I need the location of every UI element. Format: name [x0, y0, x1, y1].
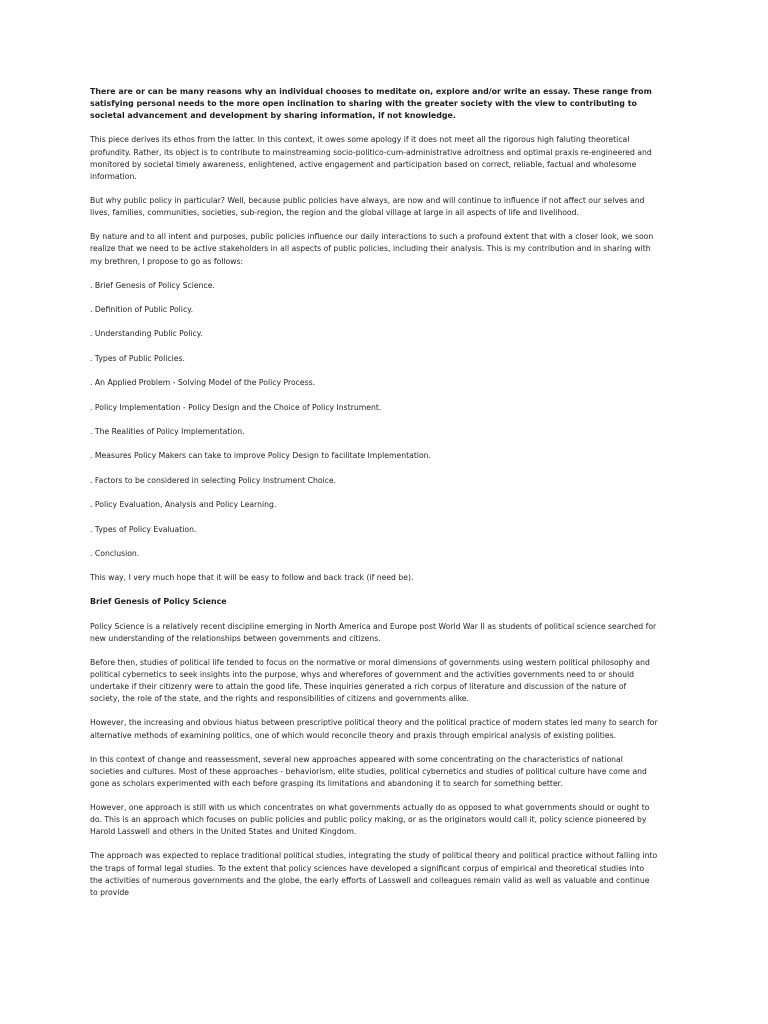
outline-item: . Conclusion. — [90, 548, 140, 558]
outline-item: . An Applied Problem - Solving Model of the Policy Process. — [90, 378, 316, 388]
outline-item: . Definition of Public Policy. — [90, 305, 194, 315]
outline-item: . Brief Genesis of Policy Science. — [90, 280, 215, 290]
outline-item: . Policy Implementation - Policy Design and the Choice of Policy Instrument. — [90, 402, 382, 412]
document-page — [90, 86, 658, 911]
intro-paragraph: By nature and to all intent and purposes, public policies influence our daily interactions to such a profound extent that with a closer look, we soon realize that we need to be active stakeholders in all aspects of public policies, including their analysis. This is my contribution and in sharing with my brethren, I propose to go as follows: — [90, 232, 654, 266]
outline-item: . Understanding Public Policy. — [90, 329, 203, 339]
intro-paragraph: But why public policy in particular? Well, because public policies have always, are now and will continue to influence if not affect our selves and lives, families, communities, societies, sub-region, the region and the global village at large in all aspects of life and livelihood. — [90, 196, 645, 218]
outline-item: . Policy Evaluation, Analysis and Policy Learning. — [90, 500, 277, 510]
body-paragraph: In this context of change and reassessment, several new approaches appeared with some concentrating on the characteristics of national societies and cultures. Most of these approaches - behaviorism, elite studies, political cybernetics and studies of political culture have come and gone as scholars experimented with each before grasping its limitations and abandoning it to search for something better. — [90, 754, 647, 788]
outline-item: . Types of Policy Evaluation. — [90, 524, 197, 534]
outline-item: . Factors to be considered in selecting Policy Instrument Choice. — [90, 475, 337, 485]
closing-intro-paragraph: This way, I very much hope that it will be easy to follow and back track (if need be). — [90, 573, 414, 583]
intro-lead-paragraph: There are or can be many reasons why an individual chooses to meditate on, explore and/or write an essay. These range from satisfying personal needs to the more open inclination to sharing with the greater society with the view to contributing to societal advancement and development by sharing information, if not knowledge. — [90, 87, 652, 121]
outline-list — [90, 280, 658, 561]
intro-paragraph: This piece derives its ethos from the latter. In this context, it owes some apology if it does not meet all the rigorous high faluting theoretical profundity. Rather, its object is to contribute to mainstreaming socio-politico-cum-administrative adroitness and optimal praxis re-engineered and monitored by societal timely awareness, enlightened, active engagement and participation based on correct, reliable, factual and wholesome information. — [90, 135, 652, 182]
section-heading: Brief Genesis of Policy Science — [90, 597, 227, 607]
body-paragraph: However, the increasing and obvious hiatus between prescriptive political theory and the political practice of modern states led many to search for alternative methods of examining politics, one of which would reconcile theory and praxis through empirical analysis of existing polities. — [90, 718, 658, 740]
body-paragraph: However, one approach is still with us which concentrates on what governments actually do as opposed to what governments should or ought to do. This is an approach which focuses on public policies and public policy making, or as the originators would call it, policy science pioneered by Harold Lasswell and others in the United States and United Kingdom. — [90, 802, 650, 837]
body-paragraph: Before then, studies of political life tended to focus on the normative or moral dimensions of governments using western political philosophy and political cybernetics to seek insights into the purpose, whys and wherefores of government and the activities governments need to or should undertake if their citizenry were to attain the good life. These inquiries generated a rich corpus of literature and discussion of the nature of society, the role of the state, and the rights and responsibilities of citizens and governments alike. — [90, 657, 650, 704]
outline-item: . The Realities of Policy Implementation. — [90, 426, 245, 436]
body-paragraph: The approach was expected to replace traditional political studies, integrating the study of political theory and political practice without falling into the traps of formal legal studies. To the extent that policy sciences have developed a significant corpus of empirical and theoretical studies into the activities of numerous governments and the globe, the early efforts of Lasswell and colleagues remain valid as well as valuable and continue to provide — [90, 851, 658, 897]
outline-item: . Types of Public Policies. — [90, 353, 185, 363]
body-paragraph: Policy Science is a relatively recent discipline emerging in North America and Europe post World War II as students of political science searched for new understanding of the relationships between governments and citizens. — [90, 621, 657, 643]
outline-item: . Measures Policy Makers can take to improve Policy Design to facilitate Implementation. — [90, 451, 431, 461]
